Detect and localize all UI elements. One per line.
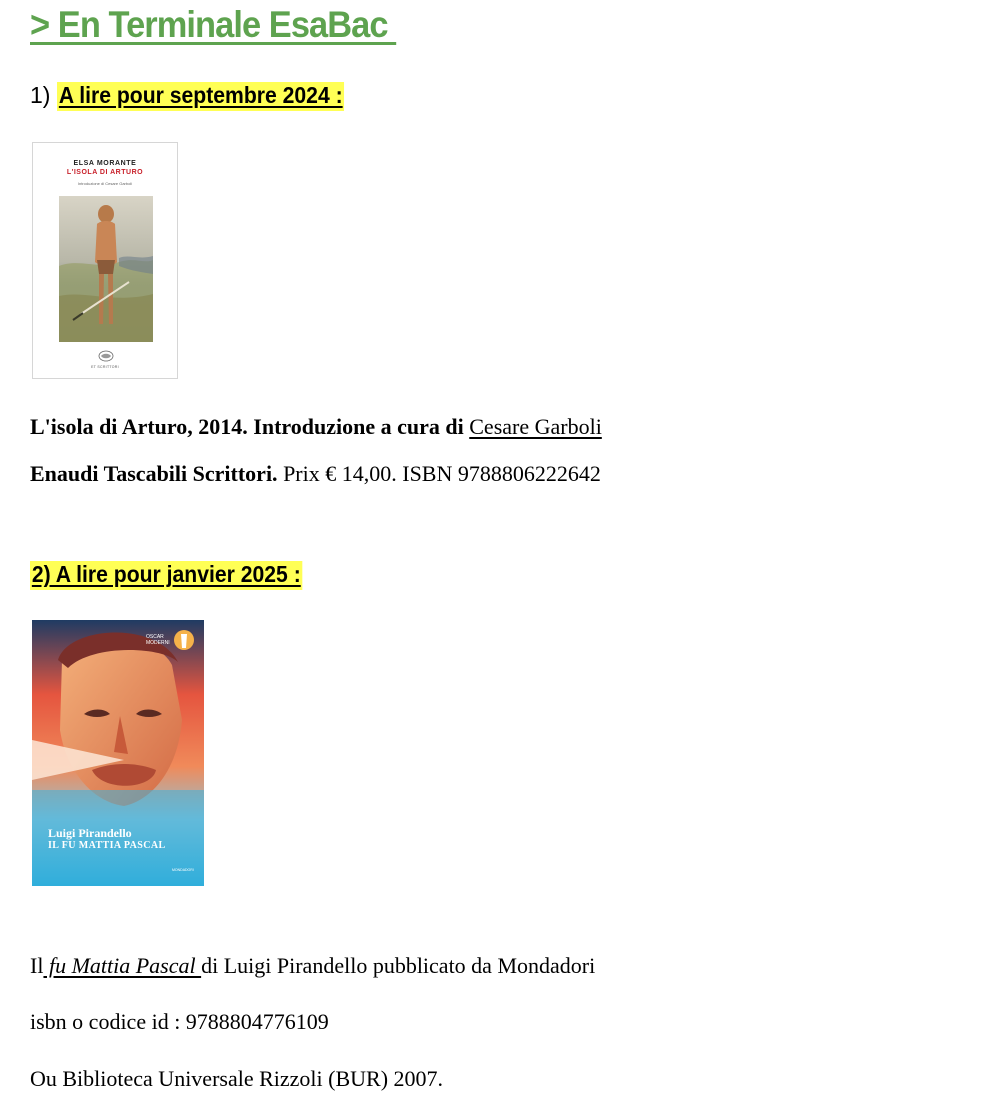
book-2-line-1 [30, 953, 595, 979]
book-2-line-1-post: di Luigi Pirandello pubblicato da Mondadori [201, 953, 596, 978]
cover-publisher: ET SCRITTORI [91, 365, 119, 369]
cover-intro: Introduzione di Cesare Garboli [77, 181, 133, 186]
section-1-heading [30, 82, 369, 111]
book-1-line-1 [30, 414, 602, 440]
cover-author: ELSA MORANTE [73, 160, 137, 167]
cover-series: OSCAR MODERNI [146, 634, 170, 646]
cover-painting-boy-on-shore [59, 196, 153, 342]
cover-author: Luigi Pirandello [48, 826, 132, 840]
book-2-alt-edition: Ou Biblioteca Universale Rizzoli (BUR) 2007. [30, 1066, 444, 1091]
section-1-number: 1) [30, 82, 57, 108]
book-1-title-text: L'isola di Arturo, 2014. Introduzione a cura di [30, 414, 470, 439]
book-2-title-link[interactable]: fu Mattia Pascal [43, 953, 202, 978]
book-2-line-1-pre: Il [30, 953, 44, 978]
section-1-label: A lire pour septembre 2024 : [57, 82, 344, 111]
publisher-logo-icon [95, 349, 117, 363]
cover-publisher: MONDADORI [172, 868, 194, 872]
page-title[interactable]: > En Terminale EsaBac [30, 4, 397, 45]
cover-title: L'ISOLA DI ARTURO [66, 169, 144, 176]
section-2-heading [30, 561, 326, 590]
book-cover-isola-di-arturo [32, 142, 178, 379]
book-1-line-2 [30, 461, 601, 487]
section-2-label: 2) A lire pour janvier 2025 : [30, 561, 303, 590]
cover-title: IL FU MATTIA PASCAL [48, 840, 166, 851]
book-cover-il-fu-mattia-pascal [32, 620, 204, 886]
book-1-price-isbn: Prix € 14,00. ISBN 9788806222642 [277, 461, 601, 486]
book-2-isbn: isbn o codice id : 9788804776109 [30, 1009, 329, 1034]
book-1-publisher-text: Enaudi Tascabili Scrittori. [30, 461, 278, 486]
editor-link[interactable]: Cesare Garboli [469, 414, 602, 439]
